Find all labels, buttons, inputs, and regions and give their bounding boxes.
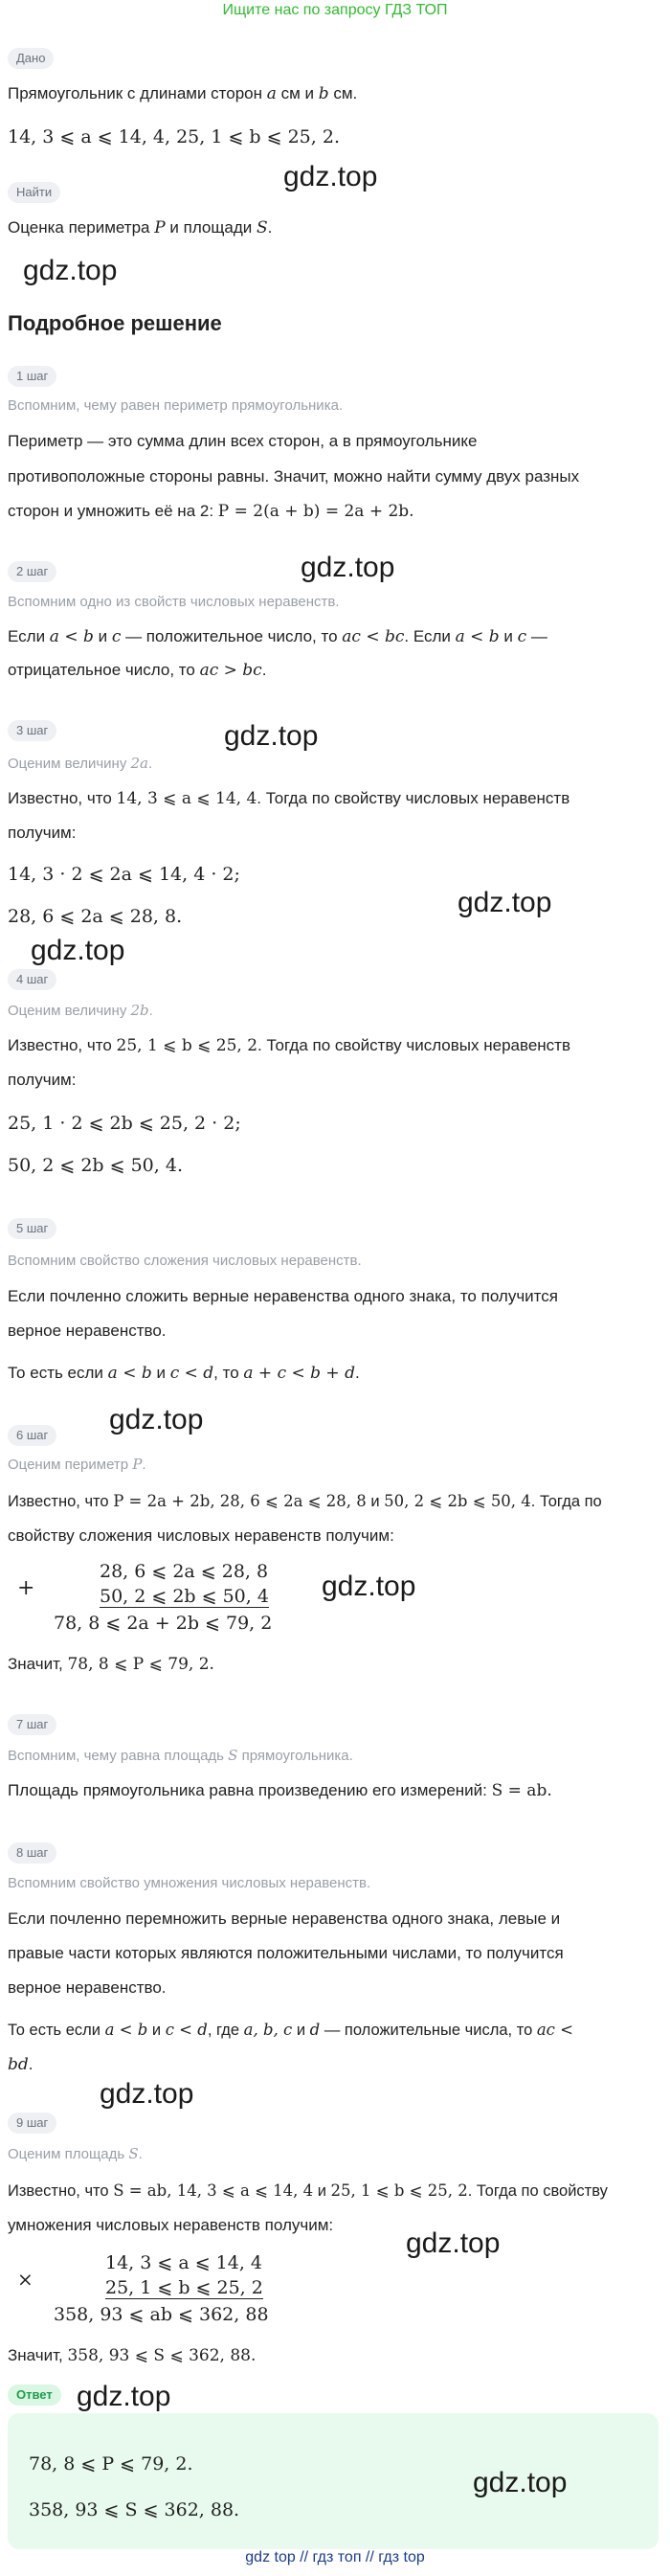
watermark: gdz.top: [100, 2078, 194, 2110]
answer-line: 78, 8 ⩽ P ⩽ 79, 2.: [29, 2453, 193, 2474]
step-4-hint: Оценим величину 2b.: [8, 1002, 153, 1019]
step-1-label: 1 шаг: [8, 366, 56, 387]
step-2-text: отрицательное число, то ac > bc.: [8, 661, 267, 680]
answer-line: 358, 93 ⩽ S ⩽ 362, 88.: [29, 2499, 240, 2520]
top-banner: Ищите нас по запросу ГДЗ ТОП: [222, 2, 448, 18]
step-8-text: bd.: [8, 2055, 34, 2074]
addition-row: 28, 6 ⩽ 2a ⩽ 28, 8: [100, 1561, 269, 1582]
step-8-label: 8 шаг: [8, 1842, 56, 1864]
step-7-hint: Вспомним, чему равна площадь S прямоугольника.: [8, 1747, 353, 1764]
step-4-text: Известно, что 25, 1 ⩽ b ⩽ 25, 2. Тогда по свойству числовых неравенств: [8, 1036, 570, 1055]
answer-label: Ответ: [8, 2384, 61, 2406]
step-9-hint: Оценим площадь S.: [8, 2145, 143, 2162]
step-5-text: То есть если a < b и c < d, то a + c < b + d.: [8, 1364, 360, 1383]
step-8-text: Если почленно перемножить верные неравенства одного знака, левые и: [8, 1909, 561, 1928]
step-5-text: Если почленно сложить верные неравенства одного знака, то получится: [8, 1287, 558, 1305]
watermark: gdz.top: [23, 255, 118, 286]
step-7-text: Площадь прямоугольника равна произведению его измерений: S = ab.: [8, 1781, 552, 1800]
step-5-label: 5 шаг: [8, 1218, 56, 1239]
watermark: gdz.top: [31, 935, 125, 966]
watermark: gdz.top: [224, 720, 319, 752]
step-4-label: 4 шаг: [8, 969, 56, 990]
solution-title: Подробное решение: [8, 311, 222, 335]
watermark: gdz.top: [77, 2381, 171, 2412]
step-4-math: 25, 1 · 2 ⩽ 2b ⩽ 25, 2 · 2;: [8, 1113, 241, 1134]
step-5-hint: Вспомним свойство сложения числовых неравенств.: [8, 1253, 362, 1269]
step-6-conclusion: Значит, 78, 8 ⩽ P ⩽ 79, 2.: [8, 1655, 214, 1674]
step-8-text: То есть если a < b и c < d, где a, b, c и d — положительные числа, то ac <: [8, 2021, 573, 2039]
given-text: Прямоугольник с длинами сторон a см и b см.: [8, 84, 358, 103]
step-1-hint: Вспомним, чему равен периметр прямоугольника.: [8, 397, 344, 414]
watermark: gdz.top: [322, 1570, 416, 1602]
multiplication-sign: ×: [17, 2268, 34, 2291]
step-2-text: Если a < b и c — положительное число, то ac < bc. Если a < b и c —: [8, 627, 547, 646]
addition-sign: +: [17, 1576, 35, 1600]
watermark: gdz.top: [458, 887, 552, 918]
step-9-label: 9 шаг: [8, 2113, 56, 2134]
step-5-text: верное неравенство.: [8, 1322, 167, 1340]
step-6-label: 6 шаг: [8, 1425, 56, 1446]
given-label: Дано: [8, 48, 54, 69]
addition-result: 78, 8 ⩽ 2a + 2b ⩽ 79, 2: [54, 1613, 273, 1634]
watermark: gdz.top: [406, 2227, 501, 2259]
step-3-text: Известно, что 14, 3 ⩽ a ⩽ 14, 4. Тогда по свойству числовых неравенств: [8, 789, 570, 808]
step-6-text: Известно, что P = 2a + 2b, 28, 6 ⩽ 2a ⩽ 28, 8 и 50, 2 ⩽ 2b ⩽ 50, 4. Тогда по: [8, 1492, 602, 1510]
watermark: gdz.top: [301, 552, 395, 583]
step-3-math: 14, 3 · 2 ⩽ 2a ⩽ 14, 4 · 2;: [8, 864, 240, 885]
step-1-text: противоположные стороны равны. Значит, можно найти сумму двух разных: [8, 467, 580, 486]
step-4-text: получим:: [8, 1071, 77, 1089]
step-6-text: свойству сложения числовых неравенств получим:: [8, 1526, 394, 1545]
step-8-text: верное неравенство.: [8, 1978, 167, 1997]
footer: gdz top // гдз топ // гдз top: [245, 2549, 425, 2565]
step-2-hint: Вспомним одно из свойств числовых неравенств.: [8, 594, 340, 610]
multiplication-row: 14, 3 ⩽ a ⩽ 14, 4: [105, 2252, 263, 2273]
step-3-label: 3 шаг: [8, 720, 56, 741]
step-1-text: Периметр — это сумма длин всех сторон, а в прямоугольнике: [8, 432, 478, 450]
step-9-text: умножения числовых неравенств получим:: [8, 2216, 334, 2234]
step-7-label: 7 шаг: [8, 1714, 56, 1735]
step-9-text: Известно, что S = ab, 14, 3 ⩽ a ⩽ 14, 4 и 25, 1 ⩽ b ⩽ 25, 2. Тогда по свойству: [8, 2181, 608, 2200]
multiplication-row: 25, 1 ⩽ b ⩽ 25, 2: [105, 2277, 263, 2298]
step-3-hint: Оценим величину 2a.: [8, 755, 153, 772]
multiplication-result: 358, 93 ⩽ ab ⩽ 362, 88: [54, 2304, 269, 2325]
step-6-hint: Оценим периметр P.: [8, 1456, 146, 1473]
step-2-label: 2 шаг: [8, 561, 56, 582]
step-1-text: сторон и умножить её на 2: P = 2(a + b) = 2a + 2b.: [8, 502, 414, 521]
find-text: Оценка периметра P и площади S.: [8, 218, 273, 237]
find-label: Найти: [8, 182, 60, 203]
step-4-math: 50, 2 ⩽ 2b ⩽ 50, 4.: [8, 1155, 183, 1176]
step-9-conclusion: Значит, 358, 93 ⩽ S ⩽ 362, 88.: [8, 2346, 257, 2365]
step-8-hint: Вспомним свойство умножения числовых неравенств.: [8, 1875, 371, 1891]
watermark: gdz.top: [109, 1404, 204, 1435]
step-3-text: получим:: [8, 824, 77, 842]
given-math: 14, 3 ⩽ a ⩽ 14, 4, 25, 1 ⩽ b ⩽ 25, 2.: [8, 126, 340, 147]
step-3-math: 28, 6 ⩽ 2a ⩽ 28, 8.: [8, 906, 183, 927]
addition-row: 50, 2 ⩽ 2b ⩽ 50, 4: [100, 1586, 269, 1607]
watermark: gdz.top: [283, 161, 378, 192]
watermark: gdz.top: [473, 2467, 568, 2498]
step-8-text: правые части которых являются положительными числами, то получится: [8, 1944, 564, 1962]
